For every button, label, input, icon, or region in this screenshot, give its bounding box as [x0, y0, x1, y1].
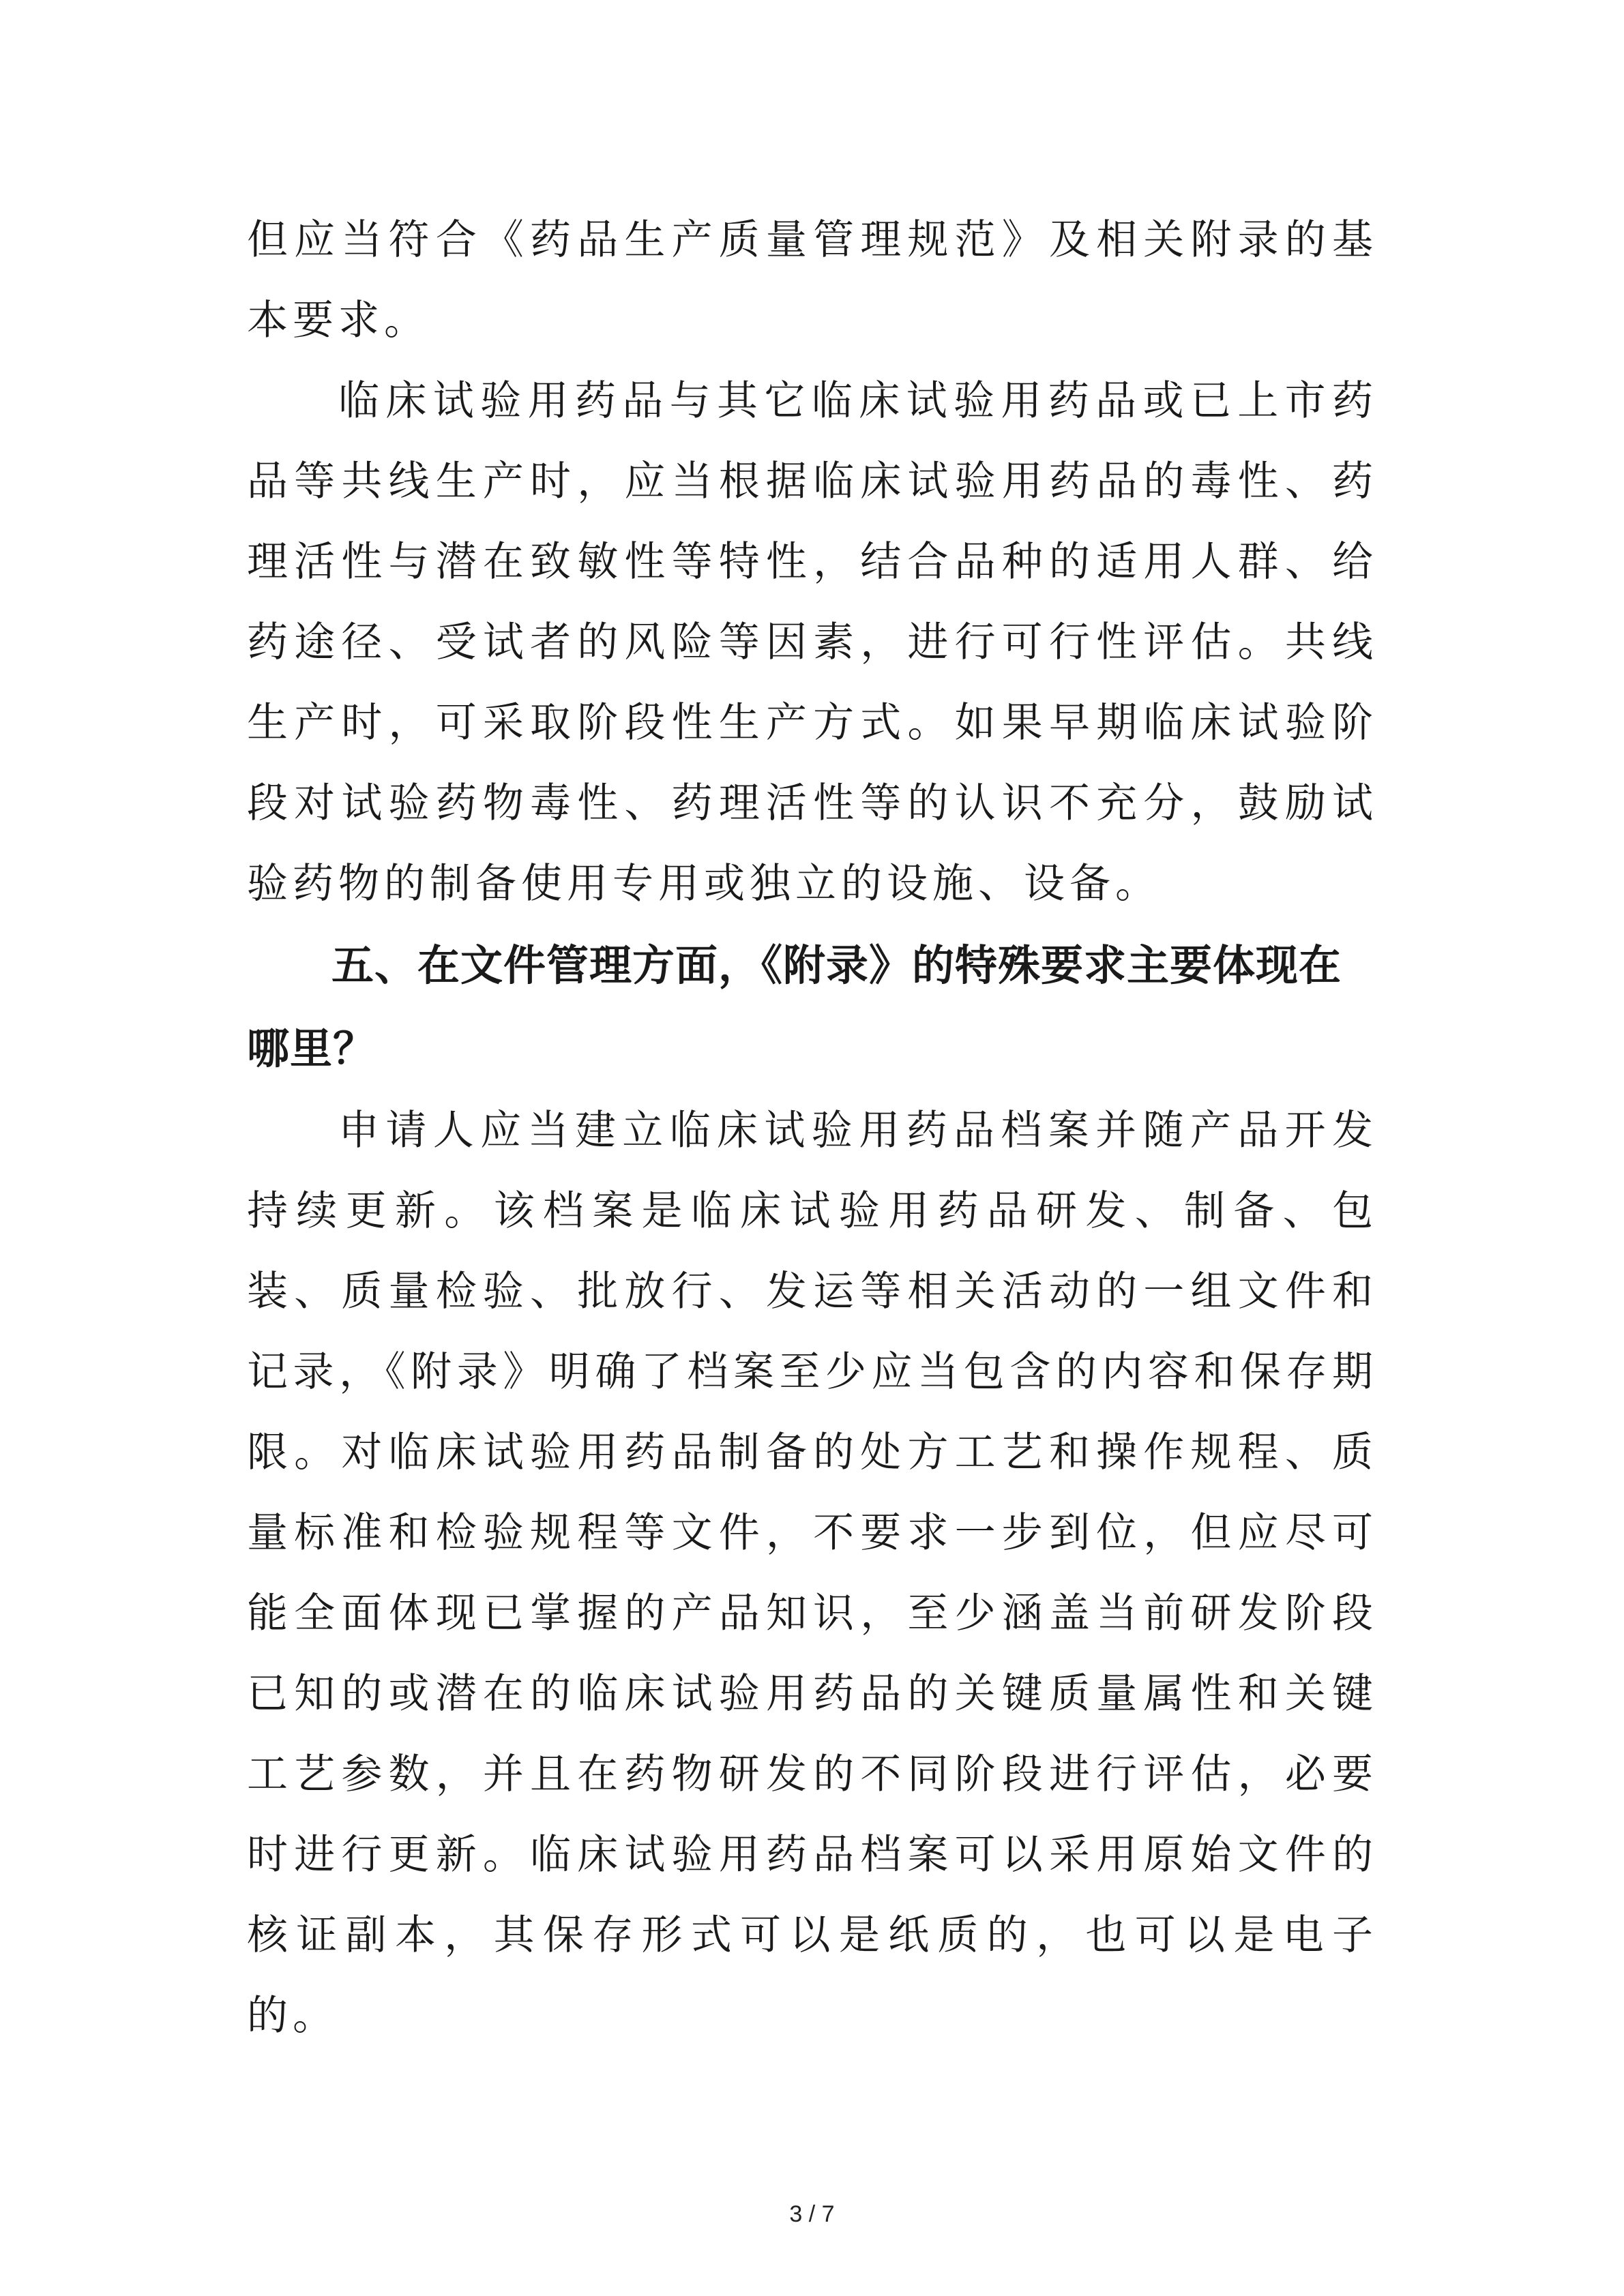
page-number: 3 / 7 — [789, 2201, 835, 2227]
paragraph-shared-production: 临床试验用药品与其它临床试验用药品或已上市药品等共线生产时，应当根据临床试验用药品的毒性、药理活性与潜在致敏性等特性，结合品种的适用人群、给药途径、受试者的风险等因素，进行可行性评估。共线生产时，可采取阶段性生产方式。如果早期临床试验阶段对试验药物毒性、药理活性等的认识不充分，鼓励试验药物的制备使用专用或独立的设施、设备。 — [247, 377, 1378, 908]
document-body — [247, 200, 1378, 2056]
paragraph-document-management: 申请人应当建立临床试验用药品档案并随产品开发持续更新。该档案是临床试验用药品研发、制备、包装、质量检验、批放行、发运等相关活动的一组文件和记录，《附录》明确了档案至少应当包含的内容和保存期限。对临床试验用药品制备的处方工艺和操作规程、质量标准和检验规程等文件，不要求一步到位，但应尽可能全面体现已掌握的产品知识，至少涵盖当前研发阶段已知的或潜在的临床试验用药品的关键质量属性和关键工艺参数，并且在药物研发的不同阶段进行评估，必要时进行更新。临床试验用药品档案可以采用原始文件的核证副本，其保存形式可以是纸质的，也可以是电子的。 — [247, 1107, 1378, 2040]
section-heading-document-management: 五、在文件管理方面，《附录》的特殊要求主要体现在哪里？ — [247, 940, 1342, 1073]
paragraph-continuation: 但应当符合《药品生产质量管理规范》及相关附录的基本要求。 — [247, 216, 1378, 344]
